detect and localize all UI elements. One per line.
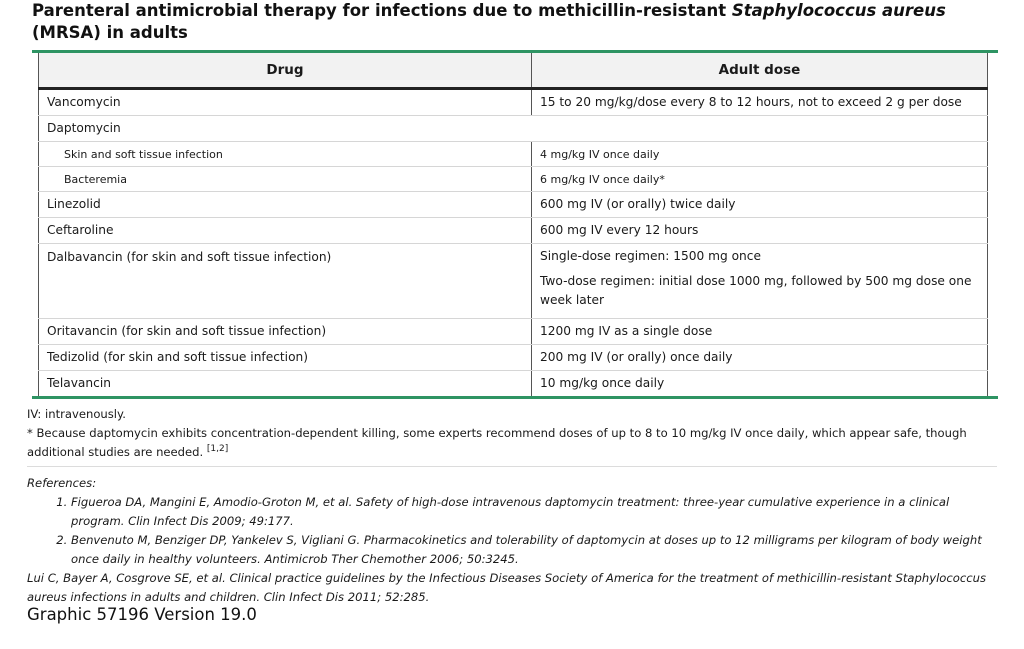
drug-subcell: Bacteremia xyxy=(39,167,532,192)
table-header-row xyxy=(39,53,988,89)
table-row xyxy=(39,142,988,167)
dose-cell: 10 mg/kg once daily xyxy=(540,376,665,390)
title-part-1: Parenteral antimicrobial therapy for infections due to methicillin-resistant xyxy=(32,1,732,20)
dose-cell: 4 mg/kg IV once daily xyxy=(532,142,988,167)
table-row xyxy=(39,116,988,142)
dosing-table xyxy=(38,53,988,396)
drug-cell: Oritavancin (for skin and soft tissue infection) xyxy=(39,319,532,345)
dose-line-single: Single-dose regimen: 1500 mg once xyxy=(540,249,761,263)
dose-cell: 600 mg IV (or orally) twice daily xyxy=(532,192,988,218)
daptomycin-footnote xyxy=(27,424,1002,462)
source-citation: Lui C, Bayer A, Cosgrove SE, et al. Clinical practice guidelines by the Infectious Diseases Society of America for the treatment of methicillin-resistant Staphylococcus aureus infections in adults and children. Clin Infect Dis 2011; 52:285. xyxy=(27,571,987,604)
footnote-reference-link[interactable]: [1,2] xyxy=(206,444,229,455)
drug-cell: Dalbavancin (for skin and soft tissue infection) xyxy=(39,244,532,319)
references xyxy=(27,474,1002,607)
abbreviation-note: IV: intravenously. xyxy=(27,407,126,421)
dose-cell xyxy=(532,116,988,142)
footnotes xyxy=(27,405,1002,462)
reference-item: 1. Figueroa DA, Mangini E, Amodio-Groton M, et al. Safety of high-dose intravenous daptomycin treatment: three-year cumulative experience in a clinical program. Clin Infect Dis 2009; 49:177. xyxy=(71,493,1002,531)
dose-cell: 15 to 20 mg/kg/dose every 8 to 12 hours, not to exceed 2 g per dose xyxy=(532,89,988,116)
dose-cell: 1200 mg IV as a single dose xyxy=(532,319,988,345)
header-adult-dose: Adult dose xyxy=(532,53,988,89)
table-row xyxy=(39,319,988,345)
table-row xyxy=(39,192,988,218)
drug-cell: Daptomycin xyxy=(39,116,532,142)
title-part-2: (MRSA) in adults xyxy=(32,23,188,42)
dose-cell: 200 mg IV (or orally) once daily xyxy=(532,345,988,371)
title-organism: Staphylococcus aureus xyxy=(731,1,946,20)
dose-line-two-dose: Two-dose regimen: initial dose 1000 mg, followed by 500 mg dose one week later xyxy=(540,274,972,307)
footnote-text: * Because daptomycin exhibits concentration-dependent killing, some experts recommend doses of up to 8 to 10 mg/kg IV once daily, which appear safe, though additional studies are needed. xyxy=(27,426,967,459)
table-row xyxy=(39,371,988,397)
divider xyxy=(27,466,997,467)
drug-cell: Vancomycin xyxy=(39,89,532,116)
drug-cell: Linezolid xyxy=(39,192,532,218)
dose-cell: 6 mg/kg IV once daily* xyxy=(532,167,988,192)
dose-cell xyxy=(532,244,988,319)
drug-cell: Tedizolid (for skin and soft tissue infection) xyxy=(39,345,532,371)
drug-cell: Telavancin xyxy=(39,371,532,397)
table-row xyxy=(39,167,988,192)
table-row xyxy=(39,345,988,371)
table-row xyxy=(39,244,988,319)
page-title xyxy=(32,0,1002,44)
reference-item: 2. Benvenuto M, Benziger DP, Yankelev S, Vigliani G. Pharmacokinetics and tolerability of daptomycin at doses up to 12 milligrams per kilogram of body weight once daily in healthy volunteers. Antimicrob Ther Chemother 2006; 50:3245. xyxy=(71,531,1002,569)
table-row xyxy=(39,89,988,116)
graphic-version: Graphic 57196 Version 19.0 xyxy=(27,605,257,624)
references-list xyxy=(27,493,1002,569)
table-row xyxy=(39,218,988,244)
dosing-table-container xyxy=(32,50,998,399)
drug-cell: Ceftaroline xyxy=(39,218,532,244)
dose-cell: 600 mg IV every 12 hours xyxy=(532,218,988,244)
references-heading: References: xyxy=(27,476,97,490)
header-drug: Drug xyxy=(39,53,532,89)
drug-subcell: Skin and soft tissue infection xyxy=(39,142,532,167)
